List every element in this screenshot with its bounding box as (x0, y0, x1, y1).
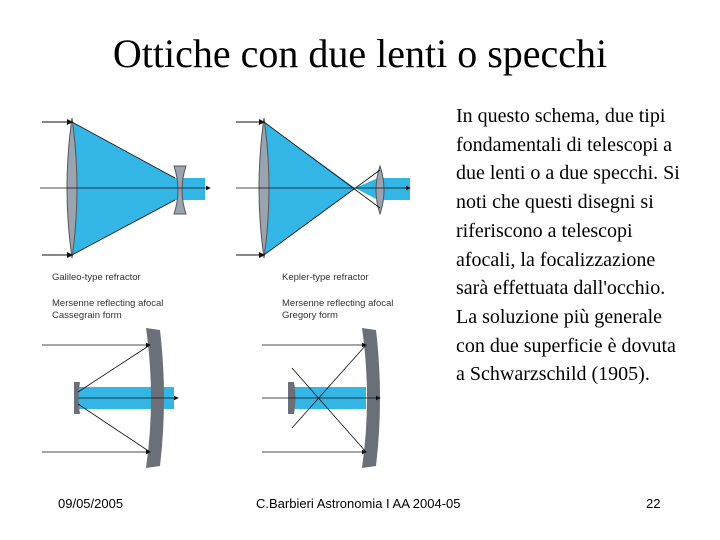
slide-body-text: In questo schema, due tipi fondamentali di telescopi a due lenti o a due specchi. Si noti che questi disegni si riferiscono a telescopi afocali, la focalizzazione sarà effettuata dall'occhio. La soluzione più generale con due superficie è dovuta a Schwarzschild (1905). (456, 105, 680, 386)
kepler-beam-cone (264, 122, 355, 255)
gregory-label-2: Gregory form (282, 310, 338, 321)
kepler-label: Kepler-type refractor (282, 272, 369, 283)
gregory-label-1: Mersenne reflecting afocal (282, 298, 394, 309)
gregory-reflector-drawing (262, 328, 380, 468)
galileo-beam-cone (72, 122, 175, 255)
footer-date: 09/05/2005 (58, 496, 124, 511)
kepler-refractor-drawing (236, 118, 410, 258)
galileo-refractor-drawing (40, 118, 210, 258)
galileo-label: Galileo-type refractor (52, 272, 141, 283)
cassegrain-label-2: Cassegrain form (52, 310, 122, 321)
footer-credit: C.Barbieri Astronomia I AA 2004-05 (256, 496, 461, 511)
kepler-eyepiece-lens (376, 166, 384, 214)
slide-title: Ottiche con due lenti o specchi (112, 31, 608, 76)
cassegrain-label-1: Mersenne reflecting afocal (52, 298, 164, 309)
footer-page-number: 22 (646, 496, 661, 511)
telescope-diagram (40, 100, 450, 480)
cassegrain-reflector-drawing (42, 328, 178, 468)
